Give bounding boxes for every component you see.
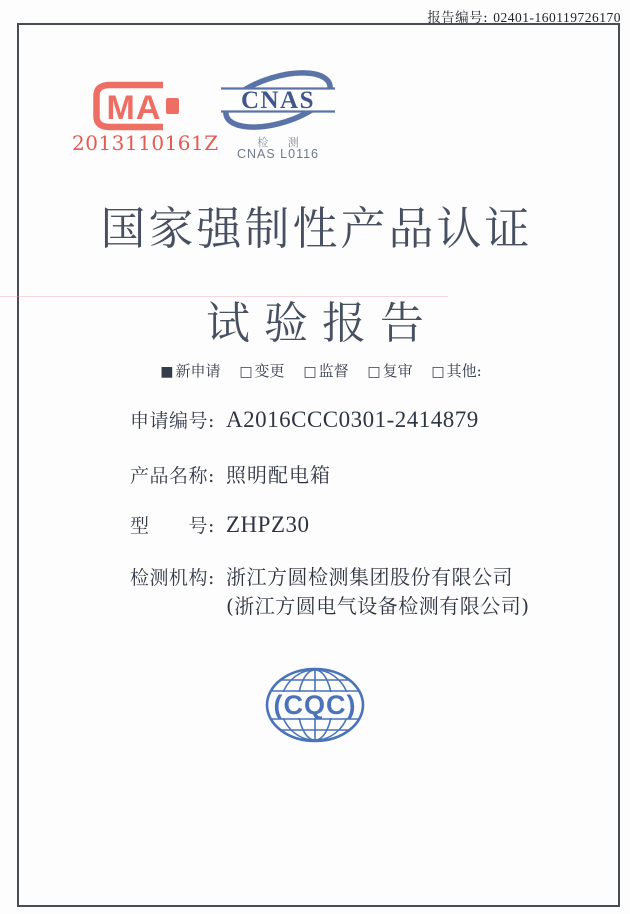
field-value: ZHPZ30 [226, 512, 310, 537]
option-label: 新申请 [175, 362, 221, 380]
sub-title: 试验报告 [206, 298, 438, 349]
report-number-label: 报告编号: [427, 10, 489, 26]
option-new-application [160, 362, 220, 380]
field-value-line2: (浙江方圆电气设备检测有限公司) [226, 594, 530, 618]
field-model [130, 511, 310, 538]
cma-certificate-code: 2013110161Z [72, 131, 219, 155]
field-value: 照明配电箱 [226, 463, 331, 487]
cma-letters: MA [106, 89, 162, 127]
application-type-row [0, 360, 630, 381]
field-label: 型 号: [130, 515, 215, 537]
cqc-logo-icon [264, 666, 366, 744]
field-label: 产品名称: [130, 465, 215, 487]
field-value: A2016CCC0301-2414879 [226, 407, 479, 432]
cma-dot [166, 98, 179, 114]
checkbox-empty-icon: □ [431, 364, 445, 380]
report-number-value: 02401-160119726170 [493, 10, 621, 25]
cnas-logo-icon [220, 68, 336, 136]
option-review [367, 362, 412, 380]
cnas-letters: CNAS [240, 87, 316, 114]
checkbox-empty-icon: □ [303, 364, 317, 380]
field-application-number [130, 406, 479, 433]
option-other [431, 362, 481, 380]
cqc-letters: (CQC) [273, 690, 357, 720]
checkbox-empty-icon: □ [367, 364, 381, 380]
cnas-caption: 检 测 [257, 136, 307, 149]
cnas-logo-svg [220, 68, 336, 132]
option-supervision [303, 362, 348, 380]
field-label: 检测机构: [130, 567, 215, 589]
option-label: 变更 [254, 362, 285, 380]
field-label: 申请编号: [130, 410, 215, 432]
cma-logo-icon [92, 80, 182, 136]
checkbox-empty-icon: □ [239, 364, 253, 380]
cma-logo-svg [92, 80, 182, 132]
field-value-line1: 浙江方圆检测集团股份有限公司 [226, 565, 513, 589]
cnas-lab-number: CNAS L0116 [236, 147, 320, 161]
checkbox-checked-icon: ■ [160, 364, 174, 380]
option-change [239, 362, 284, 380]
cqc-logo-svg [264, 666, 366, 744]
field-product-name [130, 459, 331, 488]
field-testing-body [130, 563, 530, 621]
option-label: 复审 [382, 362, 413, 380]
option-label: 监督 [318, 362, 349, 380]
main-title: 国家强制性产品认证 [100, 202, 533, 255]
option-label: 其他: [446, 362, 482, 380]
